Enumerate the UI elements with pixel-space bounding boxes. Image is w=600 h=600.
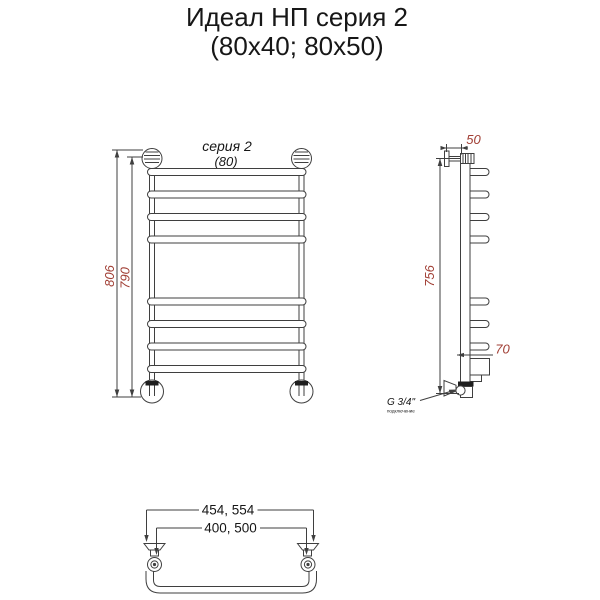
dim-756-label: 756 xyxy=(422,265,437,287)
thread-note-label: подключение xyxy=(387,408,415,414)
bottom-view-brackets xyxy=(144,544,319,572)
stub xyxy=(470,191,489,198)
rung xyxy=(148,343,307,350)
stub xyxy=(470,236,489,243)
arrow-down xyxy=(130,390,135,398)
stub xyxy=(470,169,489,176)
dimension-50 xyxy=(441,132,482,155)
leader-line xyxy=(420,391,452,401)
dim-50-label: 50 xyxy=(466,132,481,147)
side-tube xyxy=(461,154,471,382)
side-view xyxy=(387,132,510,414)
front-view-labels xyxy=(202,138,252,169)
rung xyxy=(148,321,307,328)
arrow-up xyxy=(130,157,135,165)
arrow-right xyxy=(441,146,447,150)
right-valve-dot xyxy=(306,563,309,566)
left-bracket-plate xyxy=(144,544,165,551)
dimension-400-500 xyxy=(154,521,308,556)
rung xyxy=(148,366,307,373)
drawing-title xyxy=(186,2,408,61)
front-width-label: (80) xyxy=(214,154,238,169)
front-bottom-fittings xyxy=(141,380,314,403)
rung xyxy=(148,298,307,305)
bottom-right-nut xyxy=(295,381,308,386)
pipe-outer-edge xyxy=(146,571,317,593)
pipe-inner-edge xyxy=(154,571,310,587)
dimension-70 xyxy=(457,342,510,358)
rung xyxy=(148,236,307,243)
front-view xyxy=(102,138,313,403)
dimension-756 xyxy=(422,159,460,394)
collector-stub xyxy=(470,375,482,382)
rung xyxy=(148,191,307,198)
rung xyxy=(148,169,307,176)
arrow-up xyxy=(438,159,443,167)
dim-axis-width-label: 400, 500 xyxy=(204,520,257,536)
dim-806-label: 806 xyxy=(102,265,117,287)
bottom-collector xyxy=(470,359,490,376)
bottom-view xyxy=(144,503,319,594)
dim-outer-width-label: 454, 554 xyxy=(201,502,255,518)
arrow-down xyxy=(438,386,443,394)
connection-callout xyxy=(387,390,457,414)
rung xyxy=(148,214,307,221)
arrow-down xyxy=(144,535,148,542)
arrow-down xyxy=(311,535,315,542)
bottom-left-nut xyxy=(146,381,159,386)
title-line-1: Идеал НП серия 2 xyxy=(185,2,409,32)
arrow-down xyxy=(304,548,308,555)
front-ladder-bars xyxy=(148,169,307,373)
arrow-up xyxy=(115,150,120,158)
thread-size-label: G 3/4" xyxy=(387,397,416,408)
arrow-down xyxy=(115,390,120,398)
dimension-790 xyxy=(118,157,144,397)
front-series-label: серия 2 xyxy=(202,138,252,154)
side-bar-stubs xyxy=(470,169,489,351)
title-line-2: (80x40; 80x50) xyxy=(210,31,384,61)
stub xyxy=(470,298,489,305)
stub xyxy=(470,321,489,328)
stub xyxy=(470,214,489,221)
stub xyxy=(470,343,489,350)
dim-790-label: 790 xyxy=(117,267,133,289)
left-valve-dot xyxy=(153,563,156,566)
bottom-view-pipe xyxy=(146,571,317,593)
dim-70-label: 70 xyxy=(495,341,510,357)
